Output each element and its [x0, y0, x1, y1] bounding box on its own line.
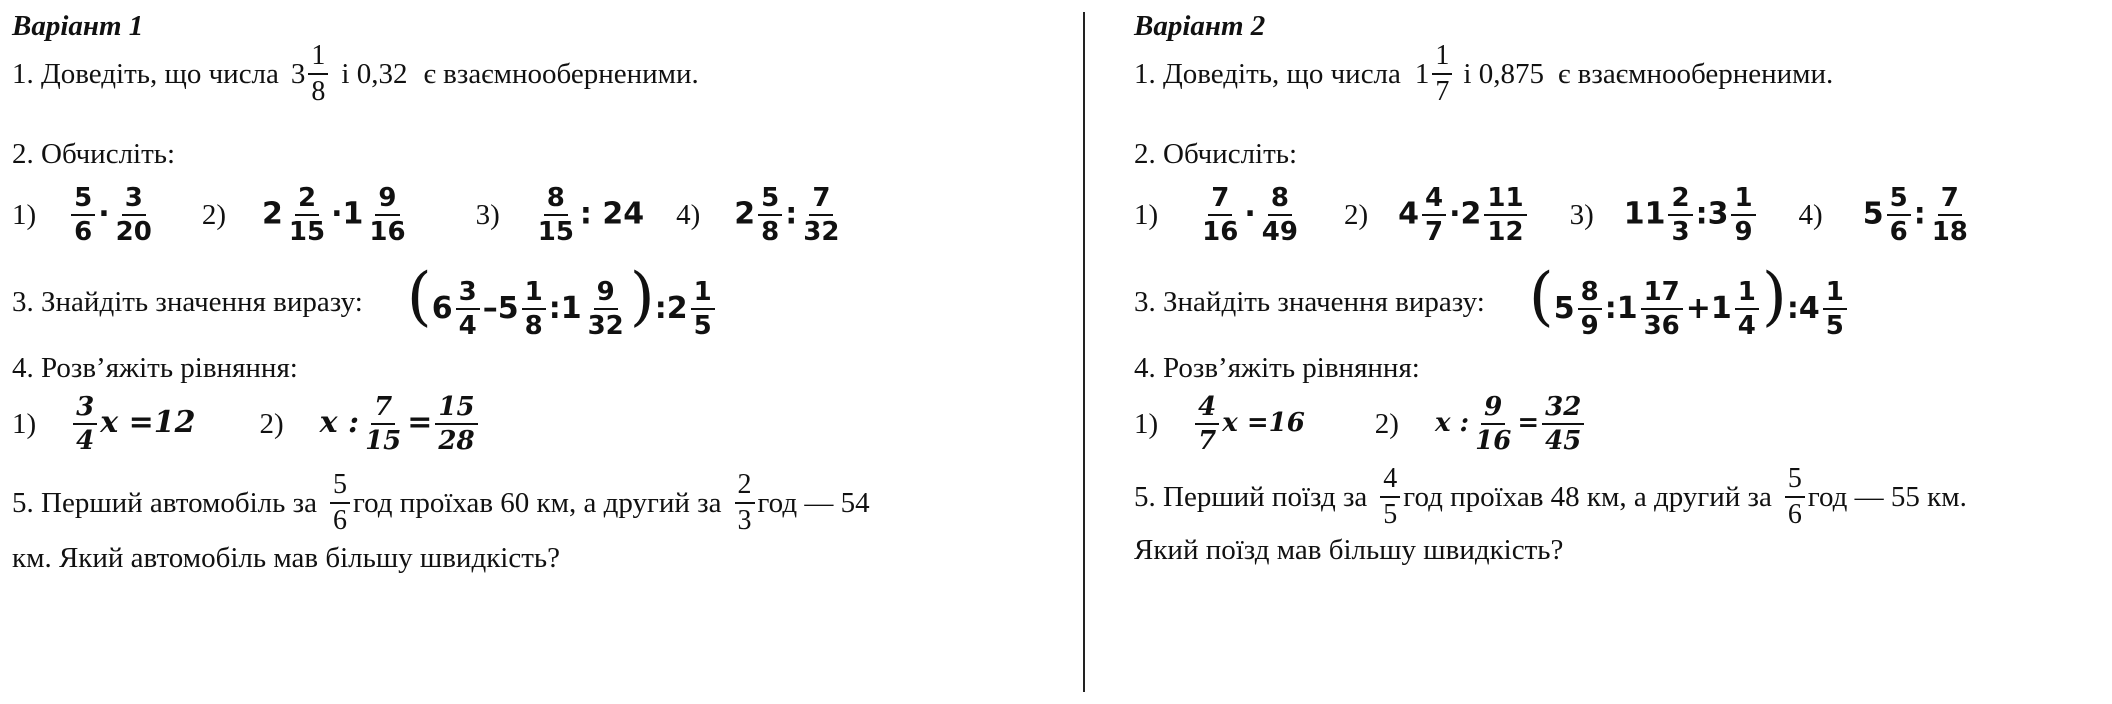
- task-4-equations: 1) $\frac{3}{4}$ x =12 2) x : $\frac{7}{15}$ = $\frac{15}{28}$: [12, 390, 481, 458]
- variant-1-title: Варіант 1: [12, 10, 144, 42]
- task-5: 5. Перший поїзд за $\frac{4}{5}$ год проїхав 48 км, а другий за $\frac{5}{6}$ год — 55 км.: [1134, 463, 1967, 530]
- task-4-equations: 1) $\frac{4}{7}$ x =16 2) x : $\frac{9}{16}$ = $\frac{32}{45}$: [1134, 390, 1587, 458]
- column-divider: [1083, 12, 1085, 692]
- fraction: $\frac{2}{3}$: [1668, 185, 1692, 245]
- fraction: $\frac{8}{49}$: [1261, 183, 1298, 247]
- task-5-line-2: км. Який автомобіль мав більшу швидкість?: [12, 541, 560, 574]
- fraction: $\frac{5}{6}$: [330, 471, 350, 535]
- task-5-line-2: Який поїзд мав більшу швидкість?: [1134, 533, 1564, 566]
- fraction: $\frac{11}{12}$: [1484, 185, 1526, 245]
- fraction: $\frac{4}{5}$: [1380, 465, 1400, 529]
- task-4: 4. Розв’яжіть рівняння:: [1134, 351, 1420, 384]
- fraction: $\frac{32}{45}$: [1542, 394, 1584, 454]
- expression: (5 $\frac{8}{9}$ :1 $\frac{17}{36}$ +1 $\frac{1}{4}$ ):4 $\frac{1}{5}$: [1529, 265, 1850, 340]
- fraction: $\frac{7}{15}$: [365, 392, 402, 456]
- fraction: $\frac{3}{4}$: [73, 394, 97, 454]
- fraction: $\frac{2}{3}$: [735, 471, 755, 535]
- fraction: $\frac{7}{16}$: [1202, 183, 1239, 247]
- fraction: $\frac{1}{8}$: [308, 42, 328, 106]
- task-2-exercises: 1) $\frac{5}{6}$ · $\frac{3}{20}$ 2) 2 $\frac{2}{15}$ ·1 $\frac{9}{16}$ 3) $\frac{8}{15}$ : 24 4) 2 $\frac{5}{8}$ : $\frac{7}{32}$: [12, 180, 845, 250]
- fraction: $\frac{4}{7}$: [1195, 394, 1219, 454]
- fraction: $\frac{3}{20}$: [115, 183, 152, 247]
- fraction: $\frac{5}{6}$: [71, 185, 95, 245]
- task-2: 2. Обчисліть:: [1134, 137, 1298, 170]
- task-1: 1. Доведіть, що числа 1 $\frac{1}{7}$ і 0,875 є взаємнооберненими.: [1134, 40, 1834, 107]
- fraction: $\frac{2}{15}$: [288, 183, 326, 247]
- fraction: $\frac{1}{9}$: [1731, 185, 1755, 245]
- fraction: $\frac{7}{32}$: [803, 183, 840, 247]
- fraction: $\frac{7}{18}$: [1931, 183, 1968, 247]
- variant-1-column: [12, 0, 1072, 704]
- fraction: $\frac{15}{28}$: [435, 394, 477, 454]
- fraction: $\frac{1}{7}$: [1432, 42, 1452, 106]
- task-2-exercises: 1) $\frac{7}{16}$ · $\frac{8}{49}$ 2) 4 $\frac{4}{7}$ ·2 $\frac{11}{12}$ 3) 11 $\frac{2}{3}$ :3 $\frac{1}{9}$ 4) 5 $\frac{5}{6}$ : $\frac{7}{18}$: [1134, 180, 1974, 250]
- variant-2-title: Варіант 2: [1134, 10, 1266, 42]
- fraction: $\frac{8}{15}$: [537, 183, 574, 247]
- task-3: 3. Знайдіть значення виразу: (6 $\frac{3}{4}$ –5 $\frac{1}{8}$ :1 $\frac{9}{32}$ ):2 $\frac{1}{5}$: [12, 262, 718, 342]
- variant-2-column: [1134, 0, 2104, 704]
- task-5: 5. Перший автомобіль за $\frac{5}{6}$ год проїхав 60 км, а другий за $\frac{2}{3}$ год — 54: [12, 469, 870, 536]
- fraction: $\frac{5}{8}$: [758, 185, 782, 245]
- task-3: 3. Знайдіть значення виразу: (5 $\frac{8}{9}$ :1 $\frac{17}{36}$ +1 $\frac{1}{4}$ ):4 $\frac{1}{5}$: [1134, 262, 1850, 342]
- task-2: 2. Обчисліть:: [12, 137, 176, 170]
- task-4: 4. Розв’яжіть рівняння:: [12, 351, 298, 384]
- fraction: $\frac{5}{6}$: [1785, 465, 1805, 529]
- fraction: $\frac{9}{16}$: [369, 183, 406, 247]
- fraction: $\frac{9}{16}$: [1475, 392, 1512, 456]
- fraction: $\frac{4}{7}$: [1422, 185, 1446, 245]
- expression: (6 $\frac{3}{4}$ –5 $\frac{1}{8}$ :1 $\frac{9}{32}$ ):2 $\frac{1}{5}$: [407, 265, 718, 340]
- fraction: $\frac{5}{6}$: [1887, 185, 1911, 245]
- task-1: 1. Доведіть, що числа 3 $\frac{1}{8}$ і 0,32 є взаємнооберненими.: [12, 40, 699, 107]
